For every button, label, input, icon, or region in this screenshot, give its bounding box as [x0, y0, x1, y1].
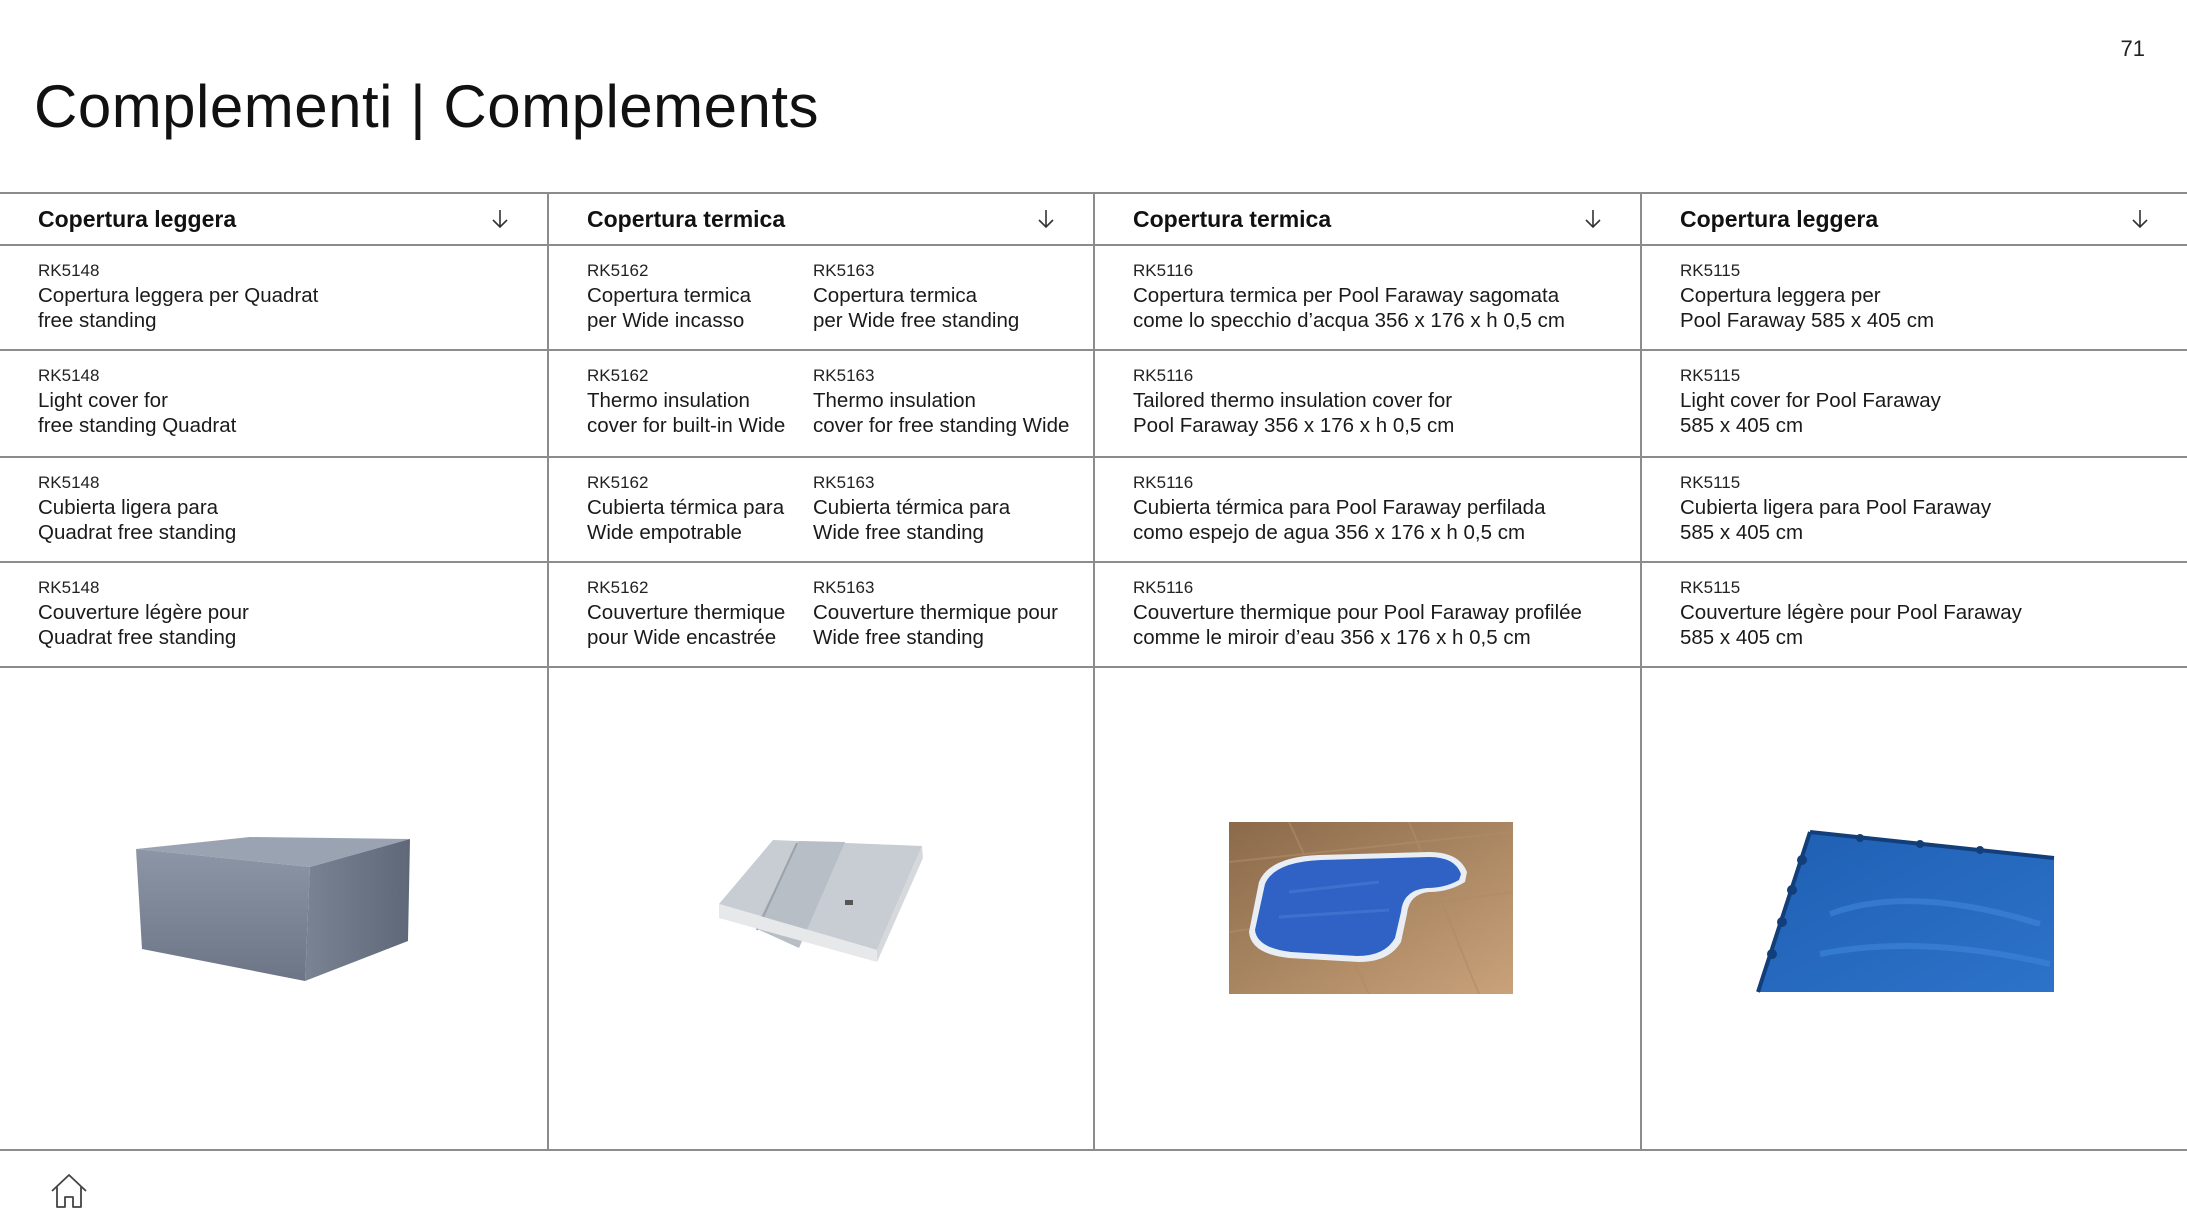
entry [587, 577, 813, 666]
description-line: Copertura termica per Pool Faraway sagomata [1133, 284, 1560, 307]
column-header[interactable] [549, 194, 1093, 246]
product-code: RK5116 [1133, 366, 1194, 385]
page-title: Complementi | Complements [34, 73, 820, 140]
entry [1680, 472, 1991, 561]
arrow-down-icon[interactable] [1582, 208, 1604, 230]
product-code: RK5162 [587, 578, 649, 597]
description-line: Copertura termica [587, 284, 752, 307]
description-line: Quadrat free standing [38, 626, 237, 649]
description-line: 585 x 405 cm [1680, 626, 1804, 649]
product-code: RK5116 [1133, 261, 1194, 280]
product-table [0, 192, 2187, 1151]
row-it [1095, 246, 1640, 351]
entry [587, 260, 813, 349]
row-es [0, 458, 547, 563]
description-line: Light cover for [38, 389, 168, 412]
product-image-cell [549, 674, 1093, 1149]
product-code: RK5148 [38, 578, 100, 597]
entry [1133, 577, 1582, 666]
entry [1133, 472, 1545, 561]
product-code: RK5162 [587, 366, 649, 385]
description-line: Cubierta térmica para [813, 496, 1011, 519]
row-es [1642, 458, 2187, 563]
description-line: Wide empotrable [587, 521, 742, 544]
description-line: per Wide incasso [587, 309, 745, 332]
row-fr [0, 563, 547, 668]
product-code: RK5163 [813, 473, 875, 492]
description-line: Light cover for Pool Faraway [1680, 389, 1941, 412]
description-line: Cubierta ligera para Pool Faraway [1680, 496, 1992, 519]
product-code: RK5148 [38, 366, 100, 385]
description-line: Tailored thermo insulation cover for [1133, 389, 1453, 412]
product-image-cell [1642, 674, 2187, 1149]
product-code: RK5115 [1680, 578, 1741, 597]
row-en [1095, 351, 1640, 458]
row-en [1642, 351, 2187, 458]
description-line: per Wide free standing [813, 309, 1020, 332]
product-code: RK5162 [587, 473, 649, 492]
description-line: comme le miroir d’eau 356 x 176 x h 0,5 cm [1133, 626, 1531, 649]
description-line: pour Wide encastrée [587, 626, 777, 649]
product-code: RK5115 [1680, 261, 1741, 280]
column-title: Copertura leggera [1680, 205, 1879, 232]
entry [813, 365, 1069, 456]
description-line: Wide free standing [813, 626, 984, 649]
description-line: Pool Faraway 356 x 176 x h 0,5 cm [1133, 414, 1455, 437]
entry [38, 365, 236, 456]
row-fr [549, 563, 1093, 668]
description-line: Cubierta ligera para [38, 496, 219, 519]
description-line: Wide free standing [813, 521, 984, 544]
description-line: Copertura leggera per [1680, 284, 1881, 307]
arrow-down-icon[interactable] [489, 208, 511, 230]
column-title: Copertura termica [587, 205, 786, 232]
home-icon[interactable] [48, 1170, 90, 1212]
product-code: RK5162 [587, 261, 649, 280]
entry [1133, 365, 1454, 456]
column-header[interactable] [1095, 194, 1640, 246]
row-es [549, 458, 1093, 563]
entry [813, 577, 1058, 666]
entry [38, 577, 249, 666]
arrow-down-icon[interactable] [1035, 208, 1057, 230]
description-line: Quadrat free standing [38, 521, 237, 544]
row-fr [1642, 563, 2187, 668]
pool-winter-cover-image [1750, 824, 2056, 994]
entry [38, 472, 236, 561]
description-line: Copertura leggera per Quadrat [38, 284, 319, 307]
entry [38, 260, 318, 349]
description-line: 585 x 405 cm [1680, 414, 1804, 437]
product-code: RK5116 [1133, 578, 1194, 597]
column-copertura-termica-faraway [1093, 194, 1640, 1149]
description-line: Couverture thermique pour Pool Faraway profilée [1133, 601, 1582, 624]
row-es [1095, 458, 1640, 563]
description-line: Couverture thermique [587, 601, 786, 624]
description-line: Couverture légère pour Pool Faraway [1680, 601, 2022, 624]
description-line: come lo specchio d’acqua 356 x 176 x h 0,5 cm [1133, 309, 1565, 332]
description-line: Couverture thermique pour [813, 601, 1058, 624]
row-fr [1095, 563, 1640, 668]
entry [1680, 365, 1941, 456]
entry [813, 472, 1010, 561]
product-code: RK5115 [1680, 366, 1741, 385]
pool-cover-photo [1229, 822, 1513, 994]
description-line: Couverture légère pour [38, 601, 249, 624]
page-number: 71 [2120, 36, 2145, 61]
row-en [549, 351, 1093, 458]
description-line: free standing Quadrat [38, 414, 237, 437]
column-header[interactable] [0, 194, 547, 246]
entry [587, 365, 813, 456]
product-code: RK5148 [38, 473, 100, 492]
description-line: Cubierta térmica para [587, 496, 785, 519]
description-line: como espejo de agua 356 x 176 x h 0,5 cm [1133, 521, 1526, 544]
column-copertura-leggera-faraway [1640, 194, 2187, 1149]
description-line: Copertura termica [813, 284, 978, 307]
row-it [0, 246, 547, 351]
entry [1133, 260, 1565, 349]
row-en [0, 351, 547, 458]
row-it [549, 246, 1093, 351]
spa-cover-image [130, 829, 420, 989]
description-line: cover for free standing Wide [813, 414, 1070, 437]
column-title: Copertura termica [1133, 205, 1332, 232]
description-line: Thermo insulation [587, 389, 750, 412]
entry [1680, 260, 1934, 349]
description-line: cover for built-in Wide [587, 414, 786, 437]
entry [587, 472, 813, 561]
row-it [1642, 246, 2187, 351]
product-image-cell [1095, 674, 1640, 1149]
entry [1680, 577, 2022, 666]
description-line: 585 x 405 cm [1680, 521, 1804, 544]
description-line: Cubierta térmica para Pool Faraway perfilada [1133, 496, 1546, 519]
column-title: Copertura leggera [38, 205, 237, 232]
product-code: RK5163 [813, 578, 875, 597]
description-line: Thermo insulation [813, 389, 976, 412]
product-code: RK5163 [813, 261, 875, 280]
arrow-down-icon[interactable] [2129, 208, 2151, 230]
product-code: RK5115 [1680, 473, 1741, 492]
product-code: RK5163 [813, 366, 875, 385]
product-code: RK5148 [38, 261, 100, 280]
column-copertura-leggera-quadrat [0, 194, 547, 1149]
product-image-cell [0, 674, 547, 1149]
thermal-cover-image [717, 834, 929, 984]
description-line: free standing [38, 309, 157, 332]
description-line: Pool Faraway 585 x 405 cm [1680, 309, 1935, 332]
entry [813, 260, 1019, 349]
column-copertura-termica-wide [547, 194, 1093, 1149]
product-code: RK5116 [1133, 473, 1194, 492]
column-header[interactable] [1642, 194, 2187, 246]
